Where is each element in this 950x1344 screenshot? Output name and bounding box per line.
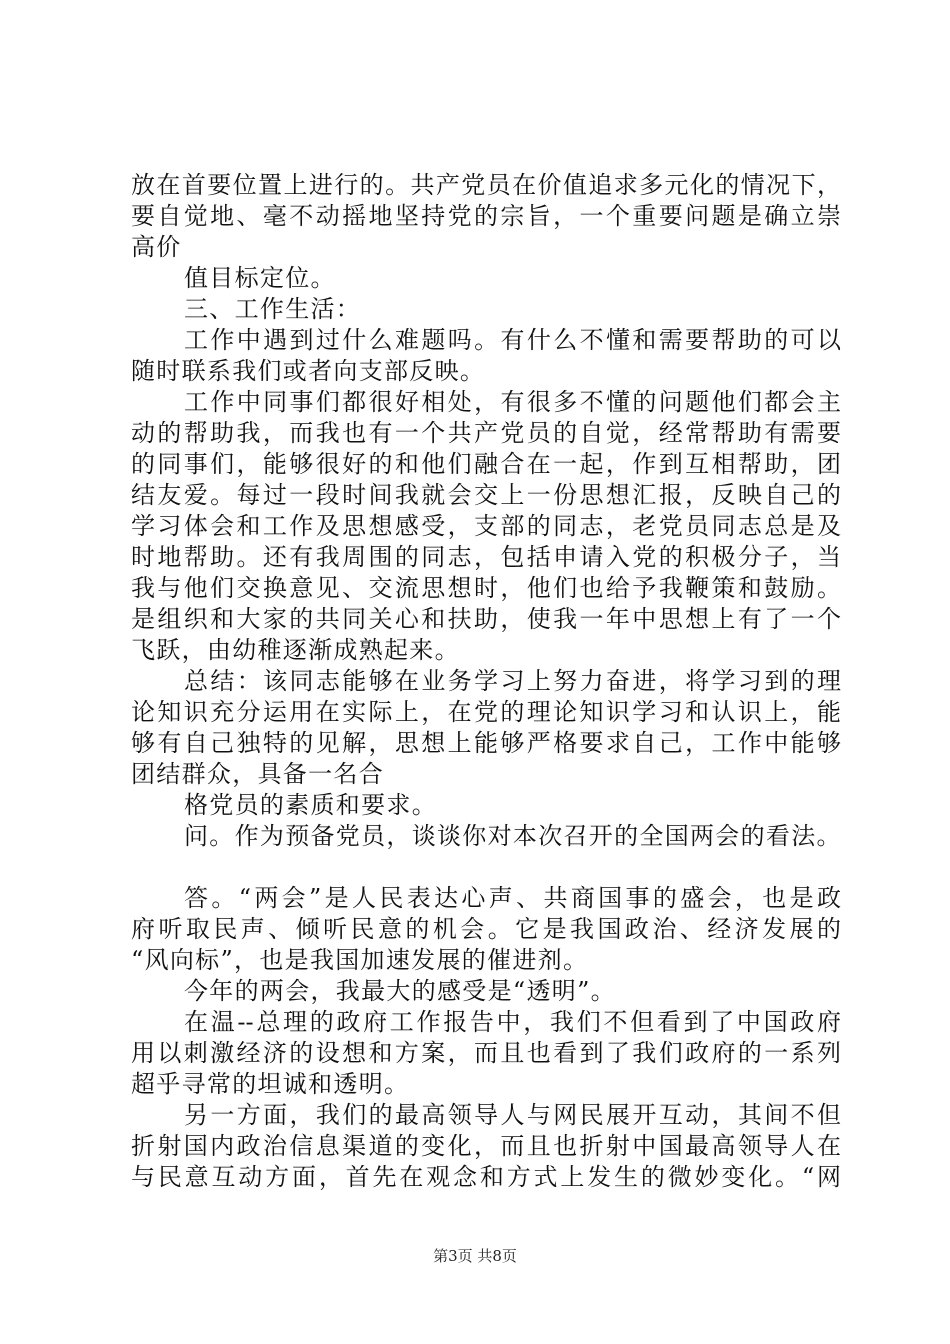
section-heading: 三、工作生活： [184,295,362,323]
text-line: 团结群众，具备一名合 [131,760,384,788]
text-line: 时地帮助。还有我周围的同志，包括申请入党的积极分子，当 [131,543,841,571]
document-body [131,170,841,1193]
paragraph-gap [131,852,841,883]
text-line: 学习体会和工作及思想感受，支部的同志，老党员同志总是及 [131,512,841,540]
text-line: 论知识充分运用在实际上，在党的理论知识学习和认识上，能 [131,698,841,726]
text-line: 与民意互动方面，首先在观念和方式上发生的微妙变化。“网 [131,1163,841,1191]
text-line: 飞跃，由幼稚逐渐成熟起来。 [131,636,460,664]
text-line: 高价 [131,233,182,261]
text-line: “风向标”，也是我国加速发展的催进剂。 [131,946,589,974]
text-line: 在温--总理的政府工作报告中，我们不但看到了中国政府 [184,1008,841,1036]
text-line: 值目标定位。 [184,264,336,292]
text-line: 动的帮助我，而我也有一个共产党员的自觉，经常帮助有需要 [131,419,841,447]
text-line: 结友爱。每过一段时间我就会交上一份思想汇报，反映自己的 [131,481,841,509]
text-line: 的同事们，能够很好的和他们融合在一起，作到互相帮助，团 [131,450,841,478]
text-line: 工作中同事们都很好相处，有很多不懂的问题他们都会主 [184,388,841,416]
text-line: 随时联系我们或者向支部反映。 [131,357,486,385]
text-line: 是组织和大家的共同关心和扶助，使我一年中思想上有了一个 [131,605,841,633]
text-line: 放在首要位置上进行的。共产党员在价值追求多元化的情况下， [131,171,841,199]
text-line: 总结：该同志能够在业务学习上努力奋进，将学习到的理 [184,667,841,695]
text-line: 格党员的素质和要求。 [184,791,437,819]
text-line: 够有自己独特的见解，思想上能够严格要求自己，工作中能够 [131,729,841,757]
answer-line: 答。“两会”是人民表达心声、共商国事的盛会，也是政 [184,884,841,912]
text-line: 折射国内政治信息渠道的变化，而且也折射中国最高领导人在 [131,1132,841,1160]
text-line: 要自觉地、毫不动摇地坚持党的宗旨，一个重要问题是确立崇 [131,202,841,230]
text-line: 用以刺激经济的设想和方案，而且也看到了我们政府的一系列 [131,1039,841,1067]
text-line: 工作中遇到过什么难题吗。有什么不懂和需要帮助的可以 [184,326,841,354]
text-line: 另一方面，我们的最高领导人与网民展开互动，其间不但 [184,1101,841,1129]
question-line: 问。作为预备党员，谈谈你对本次召开的全国两会的看法。 [184,822,842,850]
text-line: 超乎寻常的坦诚和透明。 [131,1070,410,1098]
page-number-footer: 第3页 共8页 [433,1247,517,1265]
text-line: 今年的两会，我最大的感受是“透明”。 [184,977,616,1005]
text-line: 我与他们交换意见、交流思想时，他们也给予我鞭策和鼓励。 [131,574,841,602]
text-line: 府听取民声、倾听民意的机会。它是我国政治、经济发展的 [131,915,841,943]
